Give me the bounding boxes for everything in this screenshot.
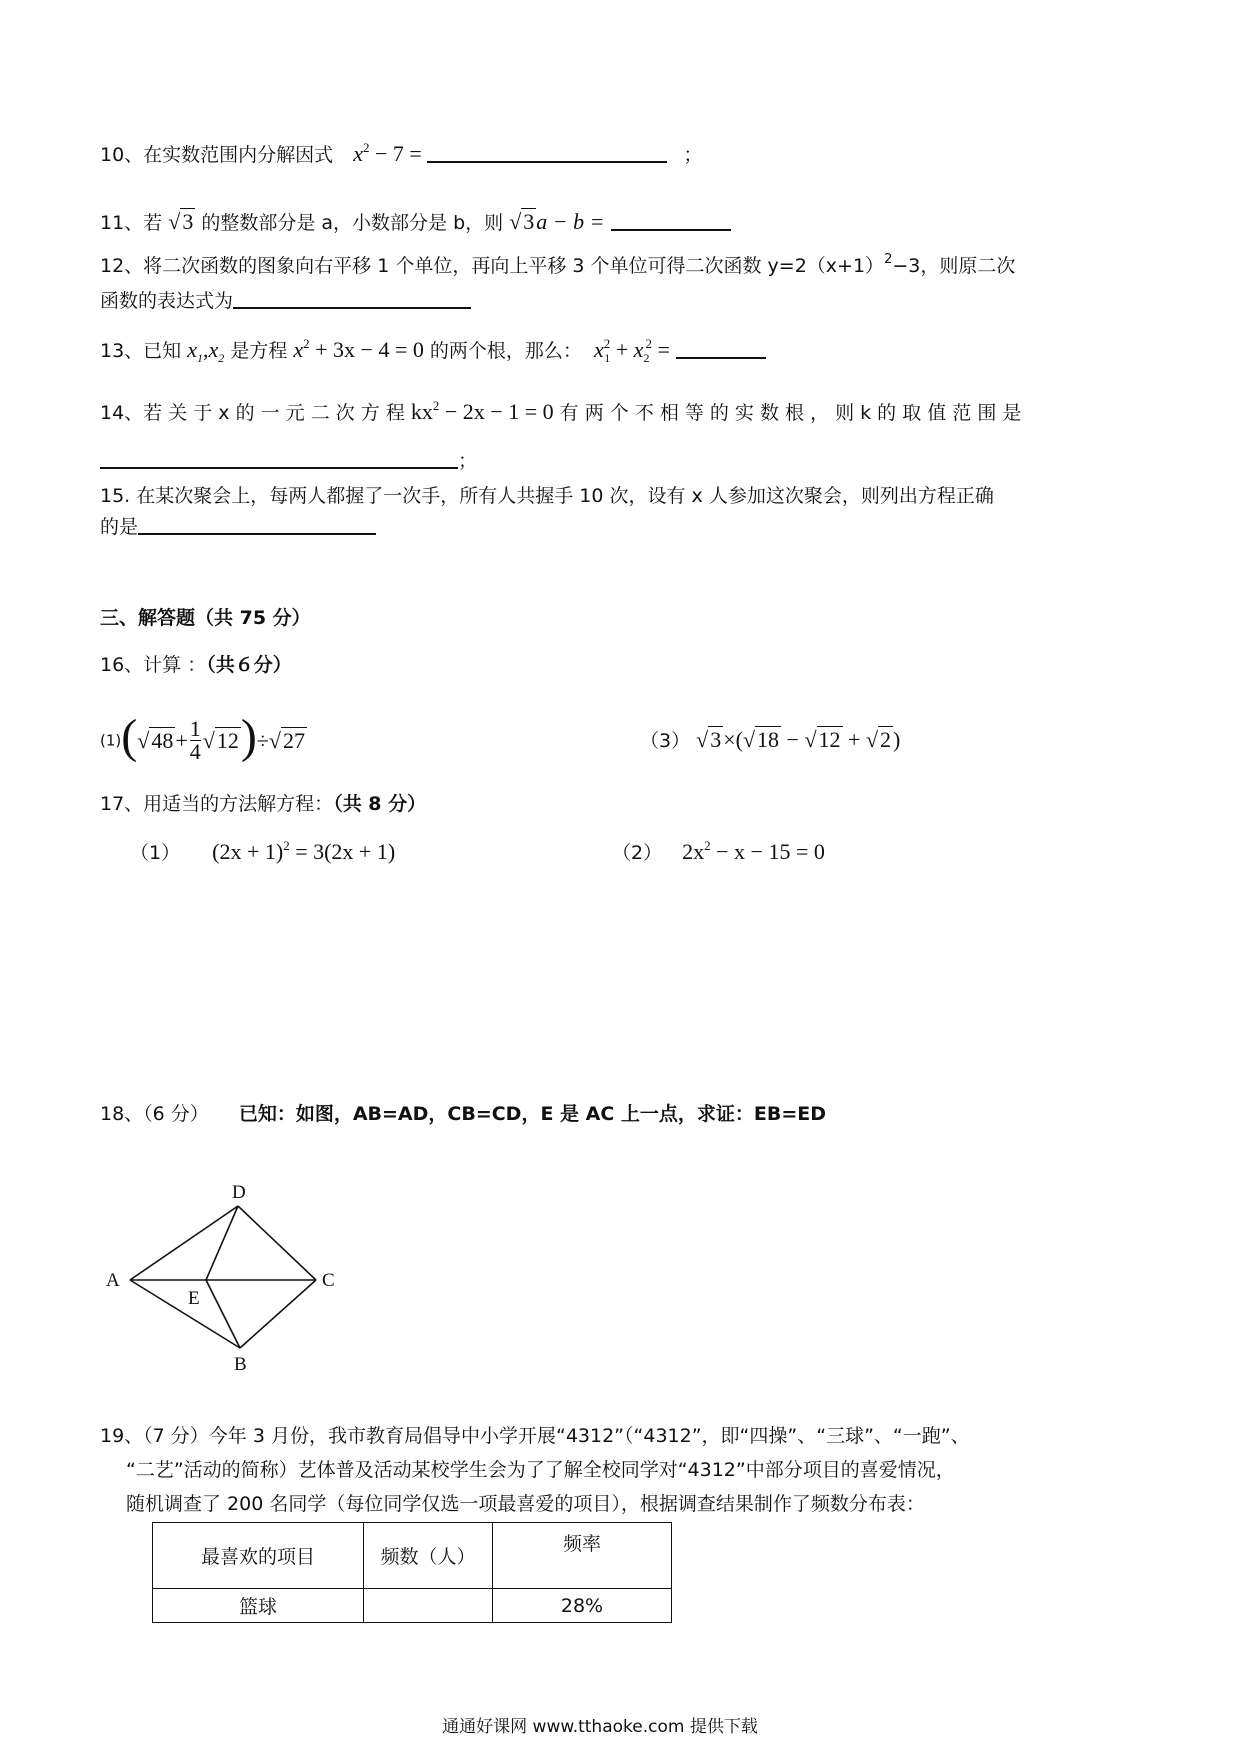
label-d: D (232, 1182, 246, 1203)
question-12-line2: 函数的表达式为 (100, 287, 471, 315)
table-header: 频数（人） (364, 1523, 493, 1589)
question-17-part1: （1） $(2x + 1)^2 = 3(2x + 1)$ (130, 838, 396, 864)
question-19-line1: 19、（7 分）今年 3 月份，我市教育局倡导中小学开展“4312”（“4312”，即“四操”、“三球”、“一跑”、 (100, 1425, 970, 1447)
table-cell: 28% (493, 1589, 672, 1623)
question-18: 18、（6 分） 已知：如图，AB=AD，CB=CD，E 是 AC 上一点，求证：EB=ED (100, 1103, 827, 1125)
frequency-table (152, 1522, 672, 1623)
label-e: E (188, 1288, 200, 1309)
answer-blank-11[interactable] (611, 211, 731, 231)
question-19-line2: “二艺”活动的简称）艺体普及活动某校学生会为了了解全校同学对“4312”中部分项目的喜爱情况， (126, 1459, 955, 1481)
segment-dc (238, 1206, 316, 1280)
answer-blank-13[interactable] (676, 339, 766, 359)
question-16-part1: (1)(√48+ $\frac{1}{4}$ √12)÷√27 (100, 709, 305, 764)
question-16-title: 16、计算 ：（共６分） (100, 654, 292, 676)
section-3-title: 三、解答题（共 75 分） (100, 607, 311, 629)
question-11: 11、若 √3 的整数部分是 a，小数部分是 b，则 √3a − b = (100, 208, 731, 237)
sqrt-3: √3 (168, 209, 194, 234)
question-14-line1: 14、若 关 于 x 的 一 元 二 次 方 程 $kx^2 - 2x - 1 = 0$ 有 两 个 不 相 等 的 实 数 根 ， 则 k 的 取 值 范 围 是 (100, 398, 1022, 424)
answer-blank-14[interactable] (100, 449, 458, 469)
question-17-part2: （2） $2x^2 - x - 15 = 0$ (612, 838, 825, 864)
question-17-title: 17、用适当的方法解方程：（共 8 分） (100, 793, 427, 815)
label-a: A (106, 1270, 120, 1291)
table-row (153, 1589, 672, 1623)
label-c: C (322, 1270, 335, 1291)
table-header-row (153, 1523, 672, 1589)
segment-cb (240, 1280, 316, 1348)
question-14-line2: ； (100, 447, 477, 475)
question-10: 10、在实数范围内分解因式 $x^2 - 7$ = ； (100, 140, 703, 166)
label-b: B (234, 1354, 247, 1370)
answer-blank-10[interactable] (427, 143, 667, 163)
table-cell: 篮球 (153, 1589, 364, 1623)
question-15-line2: 的是 (100, 513, 376, 541)
question-12-line1: 12、将二次函数的图象向右平移 1 个单位，再向上平移 3 个单位可得二次函数 $y=2(x+1)^2-3$，则原二次 (100, 252, 1016, 277)
table-header: 最喜欢的项目 (153, 1523, 364, 1589)
footer-text: 通通好课网 www.tthaoke.com 提供下载 (442, 1717, 758, 1737)
answer-blank-12[interactable] (233, 289, 471, 309)
question-13: 13、已知 $x_1,x_2$ 是方程 $x^2 + 3x - 4 = 0$ 的两个根，那么： $x^2_1 + x_2^2$ = (100, 336, 766, 367)
table-cell[interactable] (364, 1589, 493, 1623)
question-15-line1: 15. 在某次聚会上，每两人都握了一次手，所有人共握手 10 次，设有 x 人参加这次聚会，则列出方程正确 (100, 485, 994, 507)
answer-blank-15[interactable] (138, 515, 376, 535)
question-16-part3: （3） √3×(√18 − √12 + √2) (640, 727, 901, 752)
table-header: 频率 (493, 1523, 672, 1589)
question-19-line3: 随机调查了 200 名同学（每位同学仅选一项最喜爱的项目），根据调查结果制作了频数分布表： (126, 1493, 925, 1515)
geometry-figure (100, 1180, 360, 1370)
